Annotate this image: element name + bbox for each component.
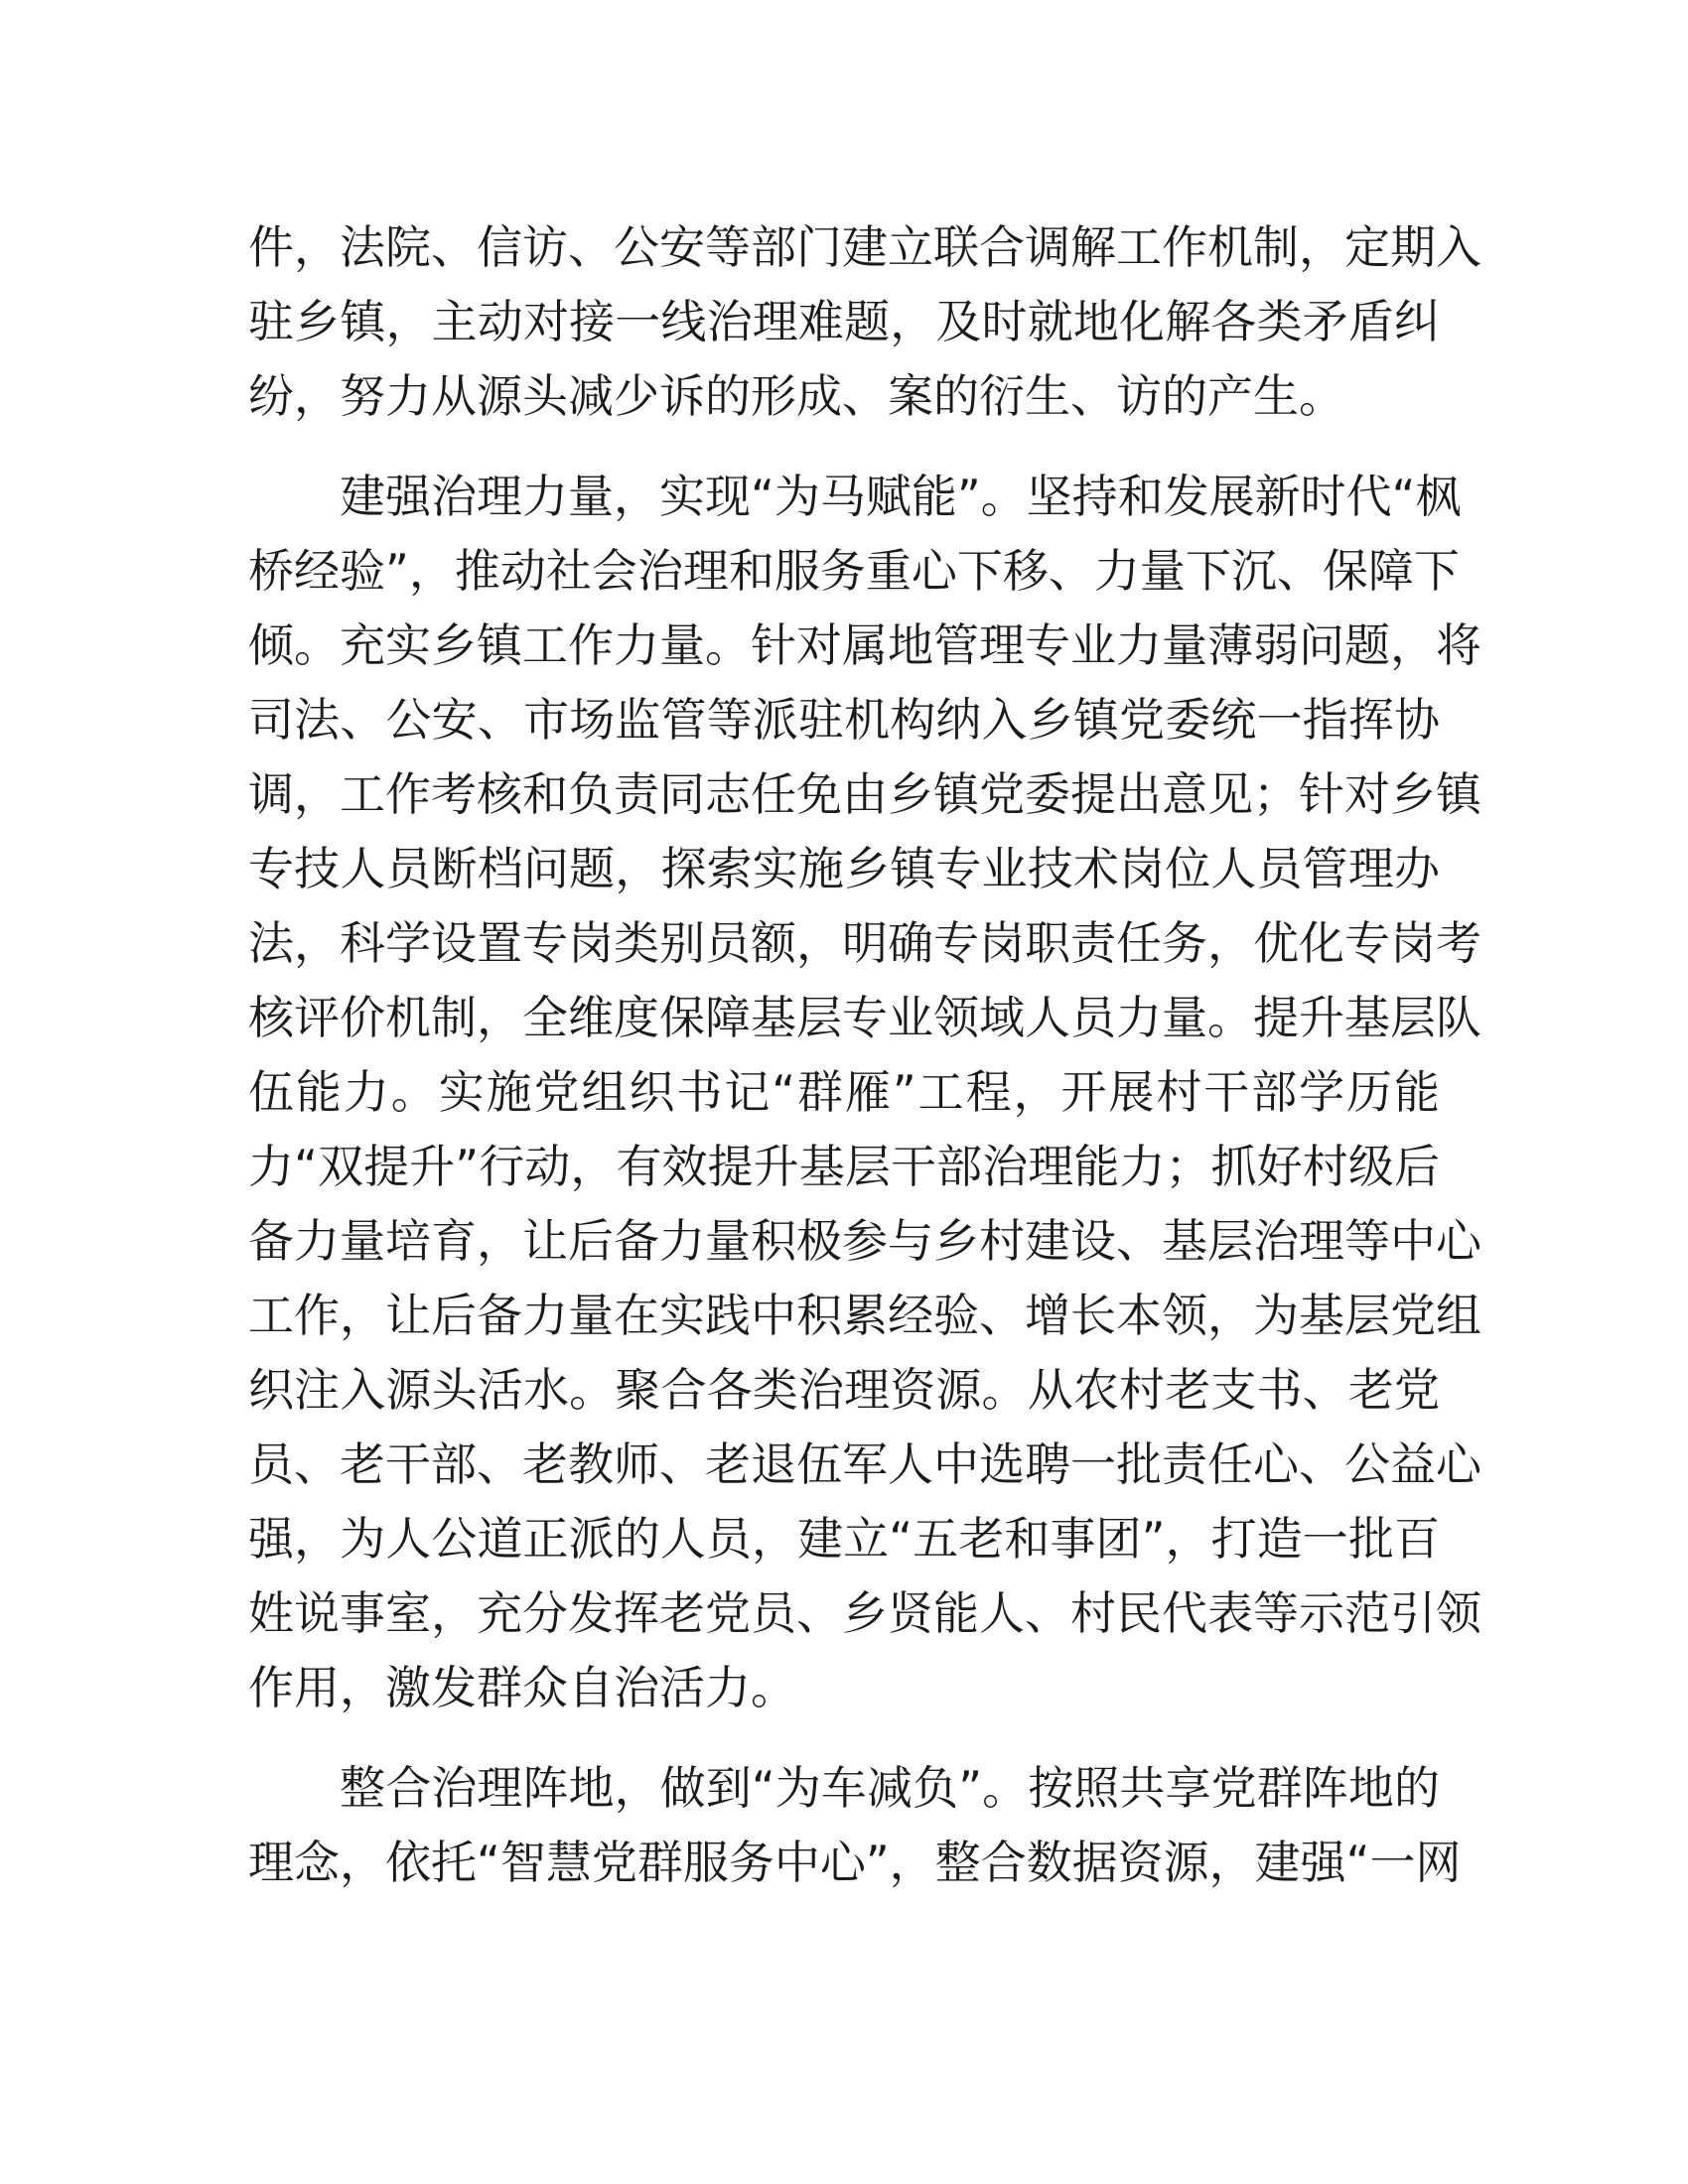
paragraph-2-line-10: 力“双提升”行动，有效提升基层干部治理能力；抓好村级后 [248, 1140, 1440, 1193]
paragraph-1-line-2: 驻乡镇，主动对接一线治理难题，及时就地化解各类矛盾纠 [248, 295, 1440, 348]
document-body [248, 210, 1481, 1900]
paragraph-1-line-1: 件，法院、信访、公安等部门建立联合调解工作机制，定期入 [248, 220, 1481, 274]
paragraph-2-line-9: 伍能力。实施党组织书记“群雁”工程，开展村干部学历能 [248, 1065, 1440, 1119]
paragraph-2-line-6: 专技人员断档问题，探索实施乡镇专业技术岗位人员管理办 [248, 842, 1440, 895]
paragraph-2-line-3: 倾。充实乡镇工作力量。针对属地管理专业力量薄弱问题，将 [248, 618, 1481, 672]
paragraph-2-line-7: 法，科学设置专岗类别员额，明确专岗职责任务，优化专岗考 [248, 916, 1481, 970]
paragraph-2-line-14: 员、老干部、老教师、老退伍军人中选聘一批责任心、公益心 [248, 1437, 1481, 1491]
paragraph-2-line-4: 司法、公安、市场监管等派驻机构纳入乡镇党委统一指挥协 [248, 693, 1440, 747]
paragraph-2-line-2: 桥经验”，推动社会治理和服务重心下移、力量下沉、保障下 [248, 544, 1460, 598]
paragraph-1-line-3: 纷，努力从源头减少诉的形成、案的衍生、访的产生。 [248, 369, 1344, 423]
paragraph-2-line-17: 作用，激发群众自治活力。 [248, 1661, 796, 1714]
paragraph-spacer [248, 1725, 1440, 1751]
paragraph-2-line-12: 工作，让后备力量在实践中积累经验、增长本领，为基层党组 [248, 1289, 1481, 1342]
paragraph-2-line-1: 建强治理力量，实现“为马赋能”。坚持和发展新时代“枫 [340, 470, 1462, 523]
paragraph-2-line-13: 织注入源头活水。聚合各类治理资源。从农村老支书、老党 [248, 1363, 1440, 1417]
paragraph-3-line-1: 整合治理阵地，做到“为车减负”。按照共享党群阵地的 [340, 1761, 1440, 1815]
paragraph-2-line-8: 核评价机制，全维度保障基层专业领域人员力量。提升基层队 [248, 991, 1481, 1044]
paragraph-3-line-2: 理念，依托“智慧党群服务中心”，整合数据资源，建强“一网 [248, 1836, 1462, 1889]
paragraph-2-line-16: 姓说事室，充分发挥老党员、乡贤能人、村民代表等示范引领 [248, 1586, 1481, 1640]
paragraph-2-line-11: 备力量培育，让后备力量积极参与乡村建设、基层治理等中心 [248, 1214, 1481, 1268]
paragraph-spacer [248, 434, 1440, 460]
paragraph-2-line-15: 强，为人公道正派的人员，建立“五老和事团”，打造一批百 [248, 1512, 1440, 1566]
paragraph-2-line-5: 调，工作考核和负责同志任免由乡镇党委提出意见；针对乡镇 [248, 767, 1481, 821]
